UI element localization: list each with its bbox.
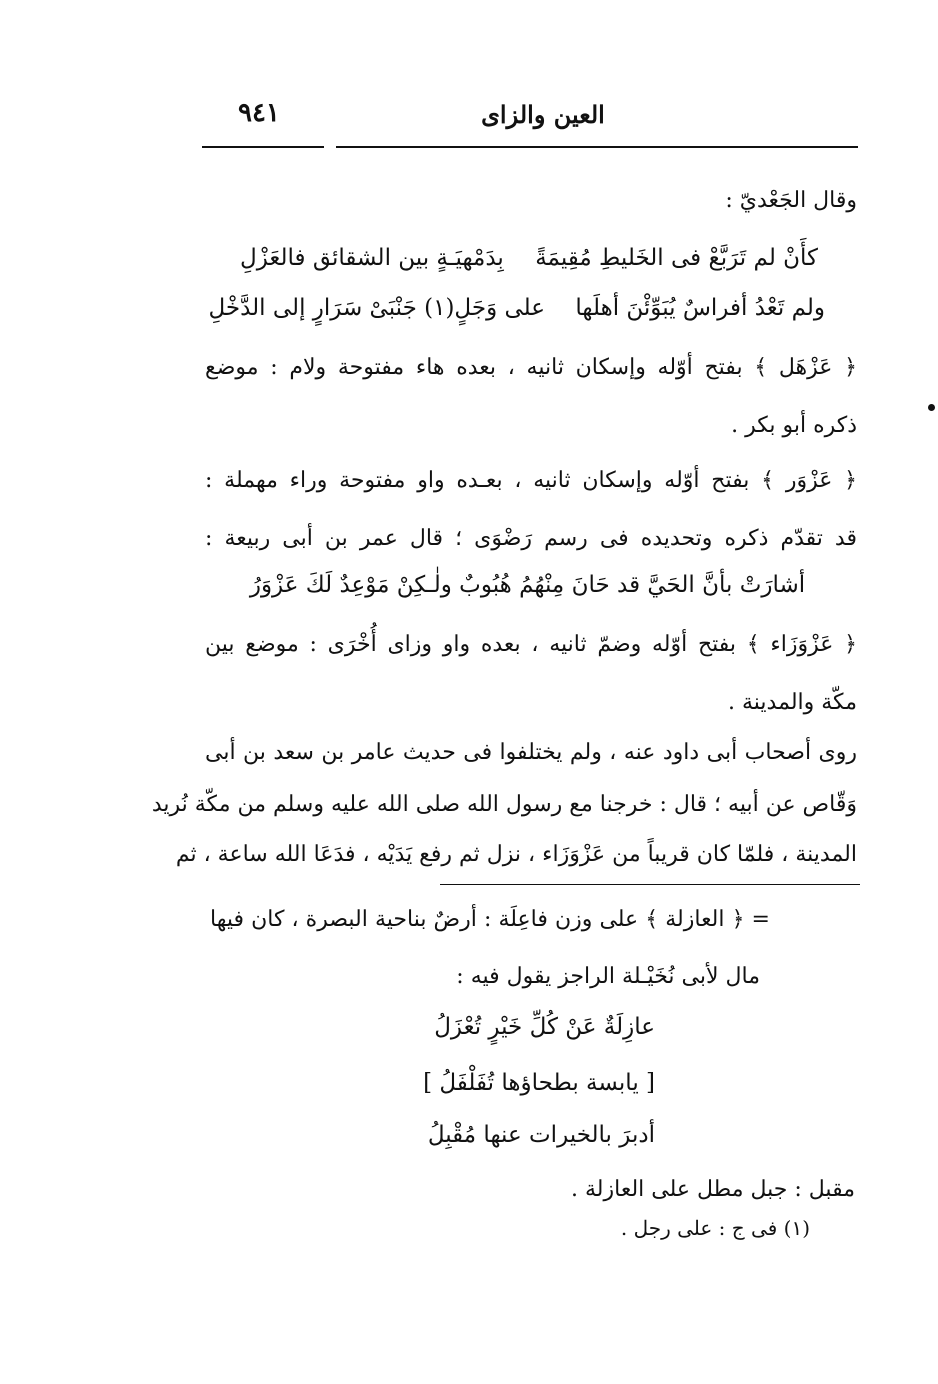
margin-dot bbox=[928, 404, 935, 411]
footnote-separator bbox=[440, 884, 860, 885]
footnote1-line2: مال لأبى نُخَيْـلة الراجز يقول فيه : bbox=[456, 964, 760, 989]
entry-azwaza-line1: ﴿ عَزْوَزَاء ﴾ بفتح أوّله وضمّ ثانيه ، بعده واو وزاى أُخْرَى : موضع بين bbox=[205, 632, 857, 657]
footnote-verse2: [ يابسة بطحاؤها تُفَلْفَلُ ] bbox=[423, 1070, 655, 1096]
verse1-second-hemistich: بِدَمْهيَـةٍ بين الشقائق فالعَزْلِ bbox=[240, 245, 504, 271]
verse2-first-hemistich: ولم تَعْدُ أفراسٌ يُبَوِّئْنَ أهلَها bbox=[575, 295, 825, 321]
entry-azwaza-line2: مكّة والمدينة . bbox=[728, 690, 857, 715]
paragraph-line1: روى أصحاب أبى داود عنه ، ولم يختلفوا فى حديث عامر بن سعد بن أبى bbox=[205, 740, 857, 765]
header-rule-left bbox=[202, 146, 324, 148]
entry-azwar-line2: قد تقدّم ذكره وتحديده فى رسم رَضْوَى ؛ قال عمر بن أبى ربيعة : bbox=[205, 526, 857, 551]
footnote-reference: (١) فى ج : على رجل . bbox=[620, 1216, 810, 1240]
entry-azhal-line1: ﴿ عَزْهَل ﴾ بفتح أوّله وإسكان ثانيه ، بعده هاء مفتوحة ولام : موضع bbox=[205, 355, 857, 380]
intro-line: وقال الجَعْديّ : bbox=[725, 188, 857, 213]
page-number: ٩٤١ bbox=[238, 98, 280, 128]
verse1-first-hemistich: كأَنْ لم تَرَبَّعْ فى الخَليطِ مُقِيمَةً bbox=[535, 245, 818, 271]
footnote1-line1: = ﴿ العازلة ﴾ على وزن فاعِلَة : أرضٌ بناحية البصرة ، كان فيها bbox=[210, 907, 770, 932]
verse2-second-hemistich: على وَجَلٍ(١) جَنْبَىْ سَرَارٍ إلى الدَّخْلِ bbox=[208, 295, 545, 321]
entry-azhal-line2: ذكره أبو بكر . bbox=[731, 413, 857, 438]
footnote-verse1: عازِلَةٌ عَنْ كُلِّ خَيْرٍ تُعْزَلُ bbox=[434, 1014, 655, 1040]
footnote-note: مقبل : جبل مطل على العازلة . bbox=[571, 1177, 855, 1202]
paragraph-line3: المدينة ، فلمّا كان قريباً من عَزْوَزَاء ، نزل ثم رفع يَدَيْه ، فدَعَا الله ساعة ، ثم bbox=[175, 842, 857, 867]
header-rule-right bbox=[336, 146, 858, 148]
entry-azwar-line1: ﴿ عَزْوَر ﴾ بفتح أوّله وإسكان ثانيه ، بعـده واو مفتوحة وراء مهملة : bbox=[205, 468, 857, 493]
running-title: العين والزاى bbox=[481, 100, 605, 129]
paragraph-line2: وَقّاص عن أبيه ؛ قال : خرجنا مع رسول الله صلى الله عليه وسلم من مكّة نُريد bbox=[151, 792, 857, 817]
verse3: أشارَتْ بأنَّ الحَيَّ قد حَانَ مِنْهُمُ هُبُوبٌ ولٰـكِنْ مَوْعِدٌ لَكَ عَزْوَرُ bbox=[249, 572, 806, 598]
footnote-verse3: أدبرَ بالخيرات عنها مُقْبِلُ bbox=[427, 1122, 655, 1148]
